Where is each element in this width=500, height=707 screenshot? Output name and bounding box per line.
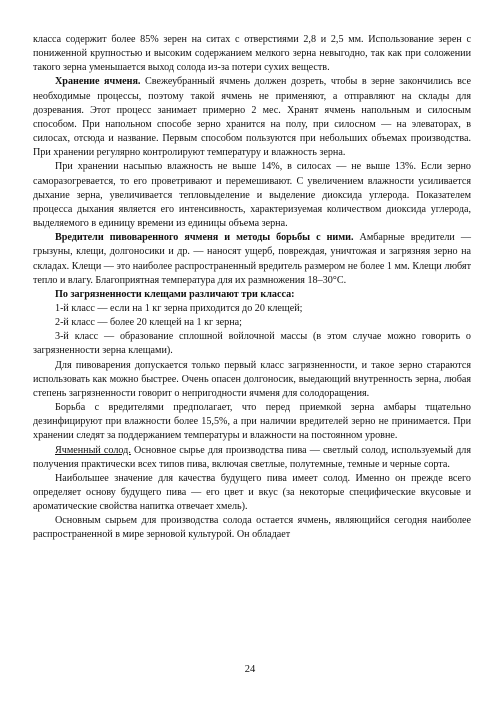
list-item-class-1: 1-й класс — если на 1 кг зерна приходится до 20 клещей; bbox=[55, 302, 303, 314]
list-item-class-2: 2-й класс — более 20 клещей на 1 кг зерна; bbox=[55, 317, 242, 329]
paragraph-raw-material: Основным сырьем для производства солода остается ячмень, являющийся сегодня наиболее распространенной в мире зерновой культурой. Он обладает bbox=[33, 515, 471, 541]
paragraph-pest-control: Борьба с вредителями предполагает, что перед приемкой зерна амбары тщательно дезинфицируют при влажности более 15,5%, а при наличии вредителей зерно не принимается. При хранении следят за поддержанием температуры и влажности на постоянном уровне. bbox=[33, 402, 471, 442]
paragraph-barley-storage bbox=[33, 75, 471, 160]
paragraph-storage-text: Свежеубранный ячмень должен дозреть, чтобы в зерне закончились все необходимые процессы, поэтому такой ячмень не применяют, а отправляют на склады для дозревания. Этот процесс занимает примерно 2 мес. Хранят ячмень напольным и силосным способом. При напольном способе зерно хранится на полу, при силосном — на элеваторах, в силосах, отсюда и название. Первым способом пользуются при небольших объемах производства. При хранении регулярно контролируют температуру и влажность зерна. bbox=[33, 76, 471, 159]
paragraph-humidity: При хранении насыпью влажность не выше 14%, в силосах — не выше 13%. Если зерно саморазогревается, то его проветривают и перемешивают. С увеличением влажности усиливается дыхание зерна, увеличивается тепловыделение и выделение диоксида углерода. Показателем процесса дыхания является его интенсивность, характеризуемая количеством диоксида углерода, выделяемого в единицу времени из единицы объема зерна. bbox=[33, 161, 471, 230]
paragraph-brewing-class: Для пивоварения допускается только первый класс загрязненности, и такое зерно стараются использовать как можно быстрее. Очень опасен долгоносик, выедающий внутренность зерна, любая степень загрязненности говорит о непригодности ячменя для солодоращения. bbox=[33, 359, 471, 399]
list-item-class-3: 3-й класс — образование сплошной войлочной массы (в этом случае можно говорить о загрязненности зерна клещами). bbox=[33, 331, 471, 357]
paragraph-malt-importance: Наибольшее значение для качества будущего пива имеет солод. Именно он прежде всего определяет основу будущего пива — его цвет и вкус (за некоторые специфические вкусовые и ароматические свойства напитка отвечает хмель). bbox=[33, 472, 471, 513]
paragraph-barley-malt bbox=[33, 444, 471, 472]
paragraph-pests bbox=[33, 231, 471, 288]
body-text bbox=[33, 33, 471, 543]
paragraph-grain-size: класса содержит более 85% зерен на ситах с отверстиями 2,8 и 2,5 мм. Использование зерен с пониженной крупностью и высоким содержанием мелкого зерна невыгодно, так как при соложении такого зерна уменьшается выход солода из-за потери сухих веществ. bbox=[33, 34, 471, 74]
page-number: 24 bbox=[244, 664, 256, 675]
section-heading-pests: Вредители пивоваренного ячменя и методы борьбы с ними. bbox=[55, 232, 354, 244]
section-heading-malt: Ячменный солод. bbox=[55, 444, 131, 456]
section-heading-storage: Хранение ячменя. bbox=[55, 76, 141, 88]
paragraph-pests-text: Амбарные вредители — грызуны, клещи, долгоносики и др. — наносят ущерб, повреждая, уничтожая и загрязняя зерно на складах. Клещи — это наиболее распространенный вредитель размером не более 1 мм. Клещи любят тепло и влагу. Благоприятная температура для их размножения 18–30°С. bbox=[33, 232, 471, 286]
section-heading-mite-classes: По загрязненности клещами различают три класса: bbox=[55, 288, 295, 300]
paragraph-malt-text: Основное сырье для производства пива — светлый солод, используемый для получения практически всех типов пива, включая светлые, полутемные, темные и черные сорта. bbox=[33, 444, 472, 470]
